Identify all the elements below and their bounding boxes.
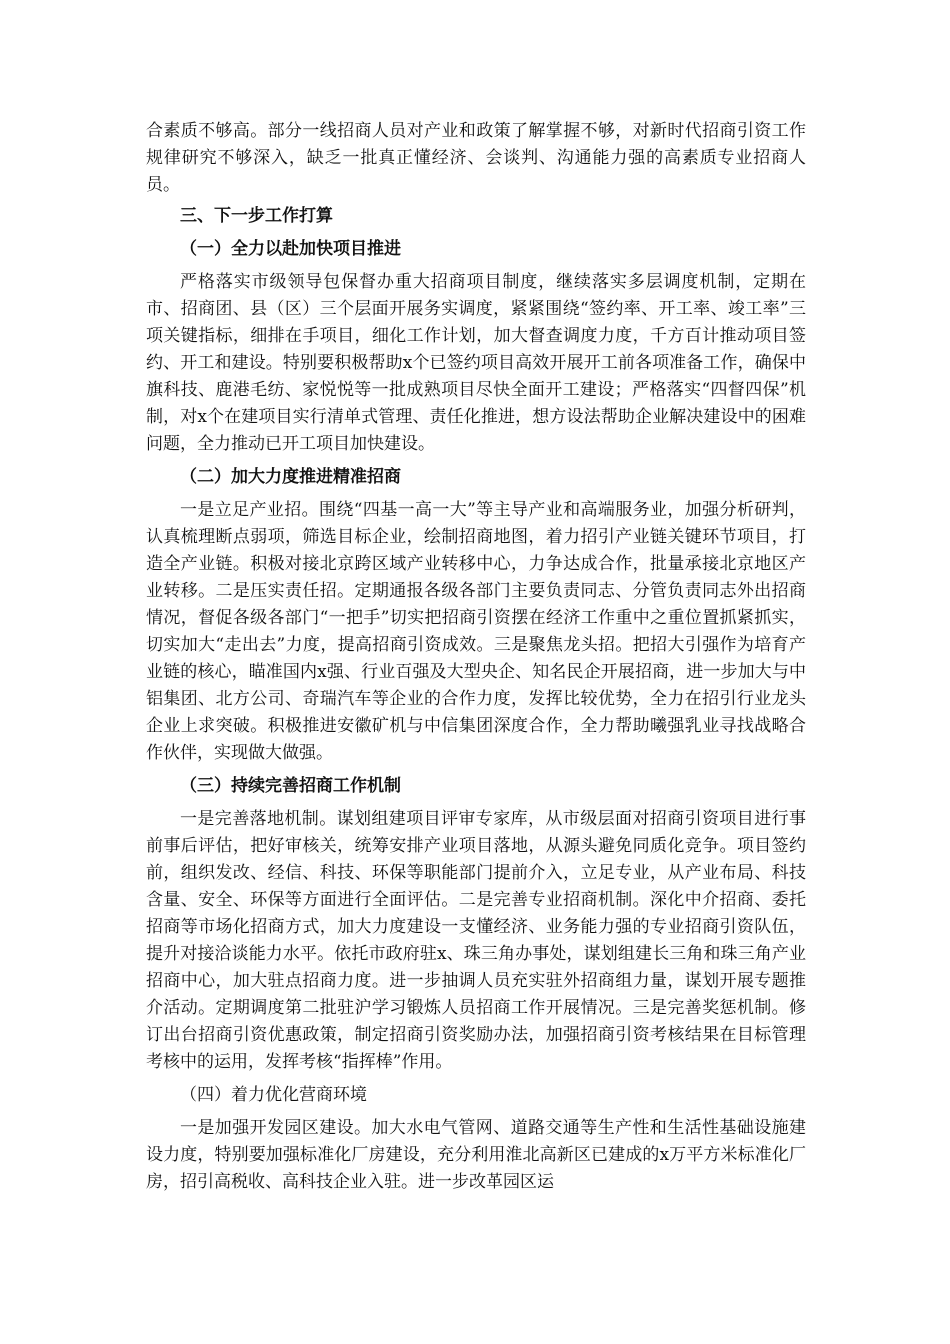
subheading-three: （三）持续完善招商工作机制 <box>180 776 401 796</box>
subheading-two: （二）加大力度推进精准招商 <box>180 467 401 487</box>
document-page <box>146 118 806 1196</box>
paragraph-precise-investment: 一是立足产业招。围绕“四基一高一大”等主导产业和高端服务业，加强分析研判，认真梳理断点弱项，筛选目标企业，绘制招商地图，着力招引产业链关键环节项目，打造全产业链。积极对接北京跨区域产业转移中心，力争达成合作，批量承接北京地区产业转移。二是压实责任招。定期通报各级各部门主要负责同志、分管负责同志外出招商情况，督促各级各部门“一把手”切实把招商引资摆在经济工作重中之重位置抓紧抓实，切实加大“走出去”力度，提高招商引资成效。三是聚焦龙头招。把招大引强作为培育产业链的核心，瞄准国内x强、行业百强及大型央企、知名民企开展招商，进一步加大与中铝集团、北方公司、奇瑞汽车等企业的合作力度，发挥比较优势，全力在招引行业龙头企业上求突破。积极推进安徽矿机与中信集团深度合作，全力帮助曦强乳业寻找战略合作伙伴，实现做大做强。 <box>146 500 806 763</box>
section-heading-three: 三、下一步工作打算 <box>180 206 333 226</box>
paragraph-continuation: 合素质不够高。部分一线招商人员对产业和政策了解掌握不够，对新时代招商引资工作规律研究不够深入，缺乏一批真正懂经济、会谈判、沟通能力强的高素质专业招商人员。 <box>146 121 806 195</box>
paragraph-project-promotion: 严格落实市级领导包保督办重大招商项目制度，继续落实多层调度机制，定期在市、招商团、县（区）三个层面开展务实调度，紧紧围绕“签约率、开工率、竣工率”三项关键指标，细排在手项目，细化工作计划，加大督查调度力度，千方百计推动项目签约、开工和建设。特别要积极帮助x个已签约项目高效开展开工前各项准备工作，确保中旗科技、鹿港毛纺、家悦悦等一批成熟项目尽快全面开工建设；严格落实“四督四保”机制，对x个在建项目实行清单式管理、责任化推进，想方设法帮助企业解决建设中的困难问题，全力推动已开工项目加快建设。 <box>146 272 806 454</box>
subheading-one: （一）全力以赴加快项目推进 <box>180 239 401 259</box>
paragraph-business-environment: 一是加强开发园区建设。加大水电气管网、道路交通等生产性和生活性基础设施建设力度，特别要加强标准化厂房建设，充分利用淮北高新区已建成的x万平方米标准化厂房，招引高税收、高科技企业入驻。进一步改革园区运 <box>146 1118 806 1192</box>
subheading-four: （四）着力优化营商环境 <box>180 1085 367 1105</box>
paragraph-work-mechanism: 一是完善落地机制。谋划组建项目评审专家库，从市级层面对招商引资项目进行事前事后评估，把好审核关，统筹安排产业项目落地，从源头避免同质化竞争。项目签约前，组织发改、经信、科技、环保等职能部门提前介入，立足专业，从产业布局、科技含量、安全、环保等方面进行全面评估。二是完善专业招商机制。深化中介招商、委托招商等市场化招商方式，加大力度建设一支懂经济、业务能力强的专业招商引资队伍，提升对接洽谈能力水平。依托市政府驻x、珠三角办事处，谋划组建长三角和珠三角产业招商中心，加大驻点招商力度。进一步抽调人员充实驻外招商组力量，谋划开展专题推介活动。定期调度第二批驻沪学习锻炼人员招商工作开展情况。三是完善奖惩机制。修订出台招商引资优惠政策，制定招商引资奖励办法，加强招商引资考核结果在目标管理考核中的运用，发挥考核“指挥棒”作用。 <box>146 809 806 1072</box>
